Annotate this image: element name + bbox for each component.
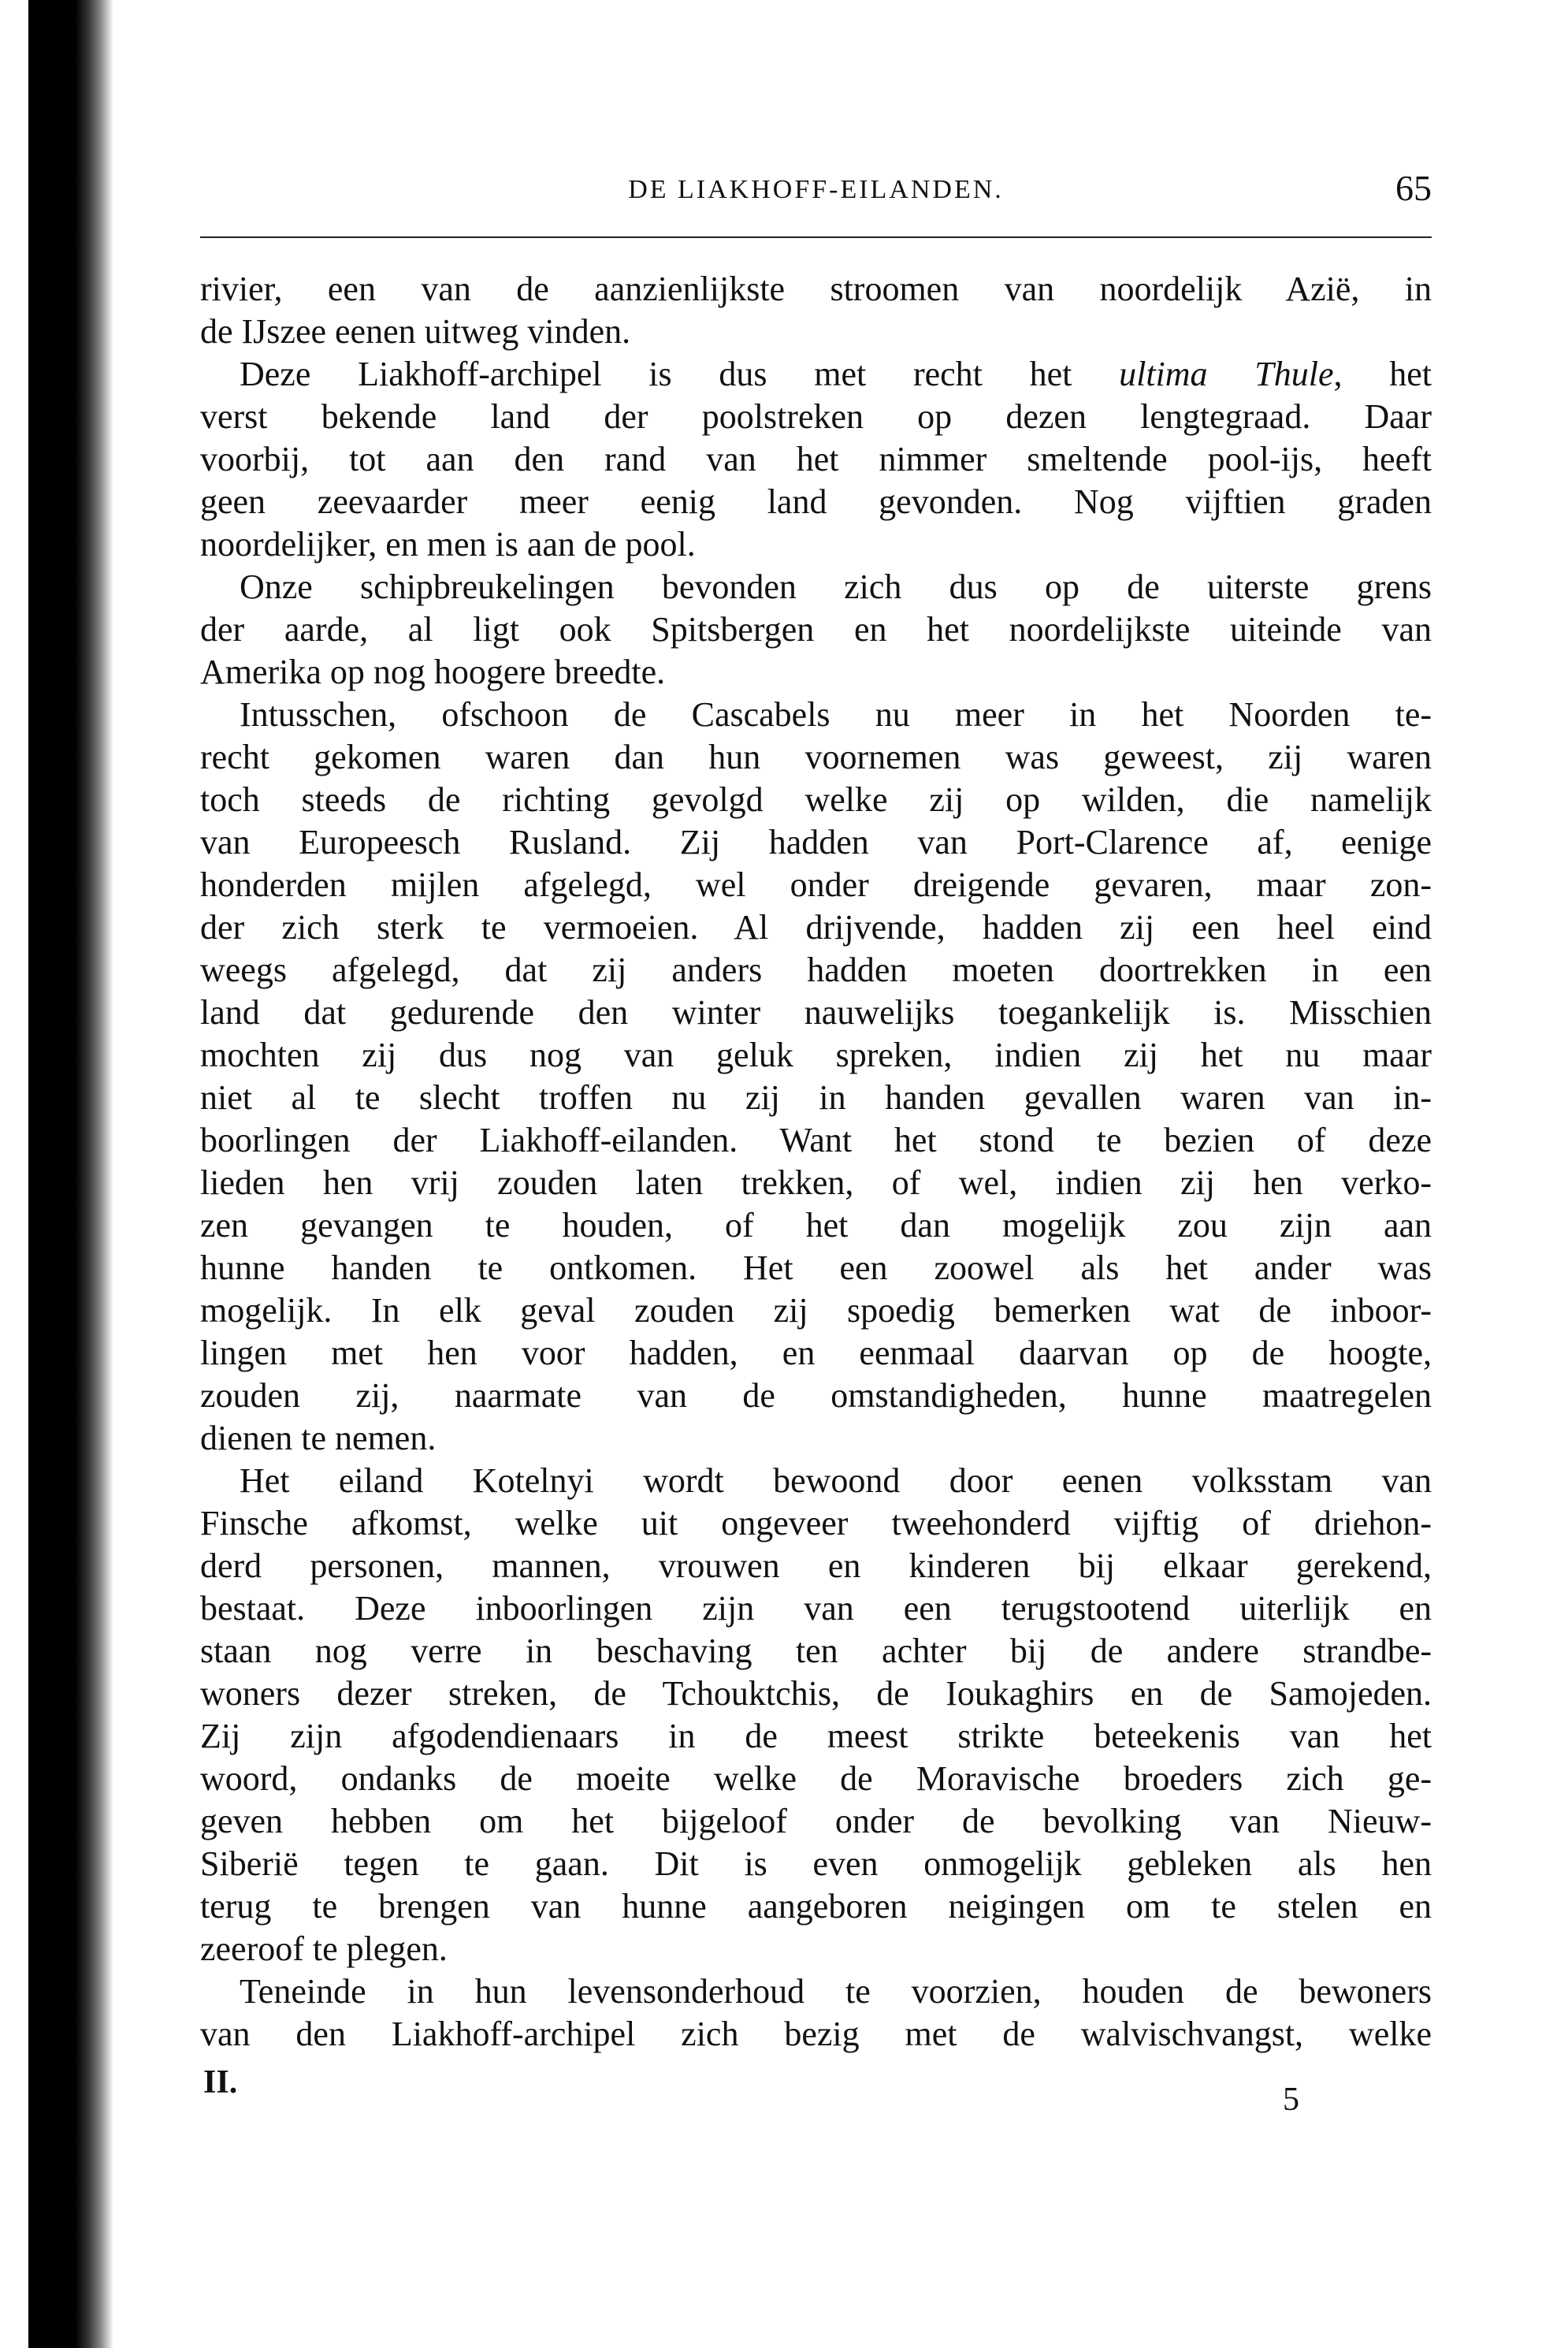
- text-line: zeeroof te plegen.: [200, 1929, 448, 1968]
- text-segment: , het: [1333, 355, 1432, 393]
- text-line: Het eiland Kotelnyi wordt bewoond door eenen volksstam van: [240, 1461, 1432, 1500]
- text-line: weegs afgelegd, dat zij anders hadden moeten doortrekken in een: [200, 951, 1432, 989]
- text-line: woners dezer streken, de Tchouktchis, de Ioukaghirs en de Samojeden.: [200, 1674, 1432, 1713]
- folio-number: 5: [1283, 2082, 1299, 2118]
- text-line: [200, 353, 1432, 396]
- text-line: terug te brengen van hunne aangeboren neigingen om te stelen en: [200, 1887, 1432, 1926]
- signature-mark: II.: [203, 2064, 238, 2101]
- header-rule: [200, 236, 1432, 238]
- text-line: mochten zij dus nog van geluk spreken, indien zij het nu maar: [200, 1036, 1432, 1074]
- text-line: voorbij, tot aan den rand van het nimmer smeltende pool-ijs, heeft: [200, 440, 1432, 478]
- text-line: lieden hen vrij zouden laten trekken, of wel, indien zij hen verko-: [200, 1163, 1432, 1202]
- text-line: Siberië tegen te gaan. Dit is even onmogelijk gebleken als hen: [200, 1844, 1432, 1883]
- book-binding-shadow: [28, 0, 113, 2348]
- text-line: der aarde, al ligt ook Spitsbergen en het noordelijkste uiteinde van: [200, 610, 1432, 649]
- body-text: [200, 268, 1432, 2056]
- text-line: Intusschen, ofschoon de Cascabels nu meer in het Noorden te-: [240, 695, 1432, 734]
- text-line: land dat gedurende den winter nauwelijks toegankelijk is. Misschien: [200, 993, 1432, 1032]
- page-header: [200, 167, 1432, 214]
- text-line: niet al te slecht troffen nu zij in handen gevallen waren van in-: [200, 1078, 1432, 1117]
- text-line: van den Liakhoff-archipel zich bezig met de walvischvangst, welke: [200, 2015, 1432, 2053]
- text-line: Amerika op nog hoogere breedte.: [200, 653, 666, 691]
- text-line: dienen te nemen.: [200, 1419, 437, 1457]
- text-line: boorlingen der Liakhoff-eilanden. Want het stond te bezien of deze: [200, 1121, 1432, 1159]
- text-line: staan nog verre in beschaving ten achter bij de andere strandbe-: [200, 1632, 1432, 1670]
- text-line: Zij zijn afgodendienaars in de meest strikte beteekenis van het: [200, 1717, 1432, 1755]
- text-line: zouden zij, naarmate van de omstandigheden, hunne maatregelen: [200, 1376, 1432, 1415]
- text-line: bestaat. Deze inboorlingen zijn van een terugstootend uiterlijk en: [200, 1589, 1432, 1628]
- text-line: lingen met hen voor hadden, en eenmaal daarvan op de hoogte,: [200, 1334, 1432, 1372]
- text-line: geven hebben om het bijgeloof onder de bevolking van Nieuw-: [200, 1802, 1432, 1840]
- italic-phrase: ultima Thule: [1119, 355, 1334, 393]
- text-line: derd personen, mannen, vrouwen en kinderen bij elkaar gerekend,: [200, 1546, 1432, 1585]
- text-line: Onze schipbreukelingen bevonden zich dus op de uiterste grens: [240, 567, 1432, 606]
- text-line: geen zeevaarder meer eenig land gevonden. Nog vijftien graden: [200, 482, 1432, 521]
- running-title: DE LIAKHOFF-EILANDEN.: [628, 175, 1004, 204]
- text-line: woord, ondanks de moeite welke de Moravische broeders zich ge-: [200, 1759, 1432, 1798]
- text-line: verst bekende land der poolstreken op dezen lengtegraad. Daar: [200, 397, 1432, 436]
- text-line: zen gevangen te houden, of het dan mogelijk zou zijn aan: [200, 1206, 1432, 1245]
- text-segment: Deze Liakhoff-archipel is dus met recht het: [240, 355, 1120, 393]
- text-line: recht gekomen waren dan hun voornemen was geweest, zij waren: [200, 738, 1432, 776]
- text-line: Teneinde in hun levensonderhoud te voorzien, houden de bewoners: [240, 1972, 1432, 2011]
- text-line: mogelijk. In elk geval zouden zij spoedig bemerken wat de inboor-: [200, 1291, 1432, 1330]
- text-line: van Europeesch Rusland. Zij hadden van Port-Clarence af, eenige: [200, 823, 1432, 861]
- text-line: Finsche afkomst, welke uit ongeveer tweehonderd vijftig of driehon-: [200, 1504, 1432, 1542]
- text-line: hunne handen te ontkomen. Het een zoowel als het ander was: [200, 1248, 1432, 1287]
- text-line: rivier, een van de aanzienlijkste stroomen van noordelijk Azië, in: [200, 270, 1432, 308]
- text-line: de IJszee eenen uitweg vinden.: [200, 312, 631, 351]
- text-line: der zich sterk te vermoeien. Al drijvende, hadden zij een heel eind: [200, 908, 1432, 947]
- text-line: honderden mijlen afgelegd, wel onder dreigende gevaren, maar zon-: [200, 865, 1432, 904]
- text-line: noordelijker, en men is aan de pool.: [200, 525, 696, 564]
- page-number: 65: [1395, 168, 1432, 208]
- text-line: toch steeds de richting gevolgd welke zij op wilden, die namelijk: [200, 780, 1432, 819]
